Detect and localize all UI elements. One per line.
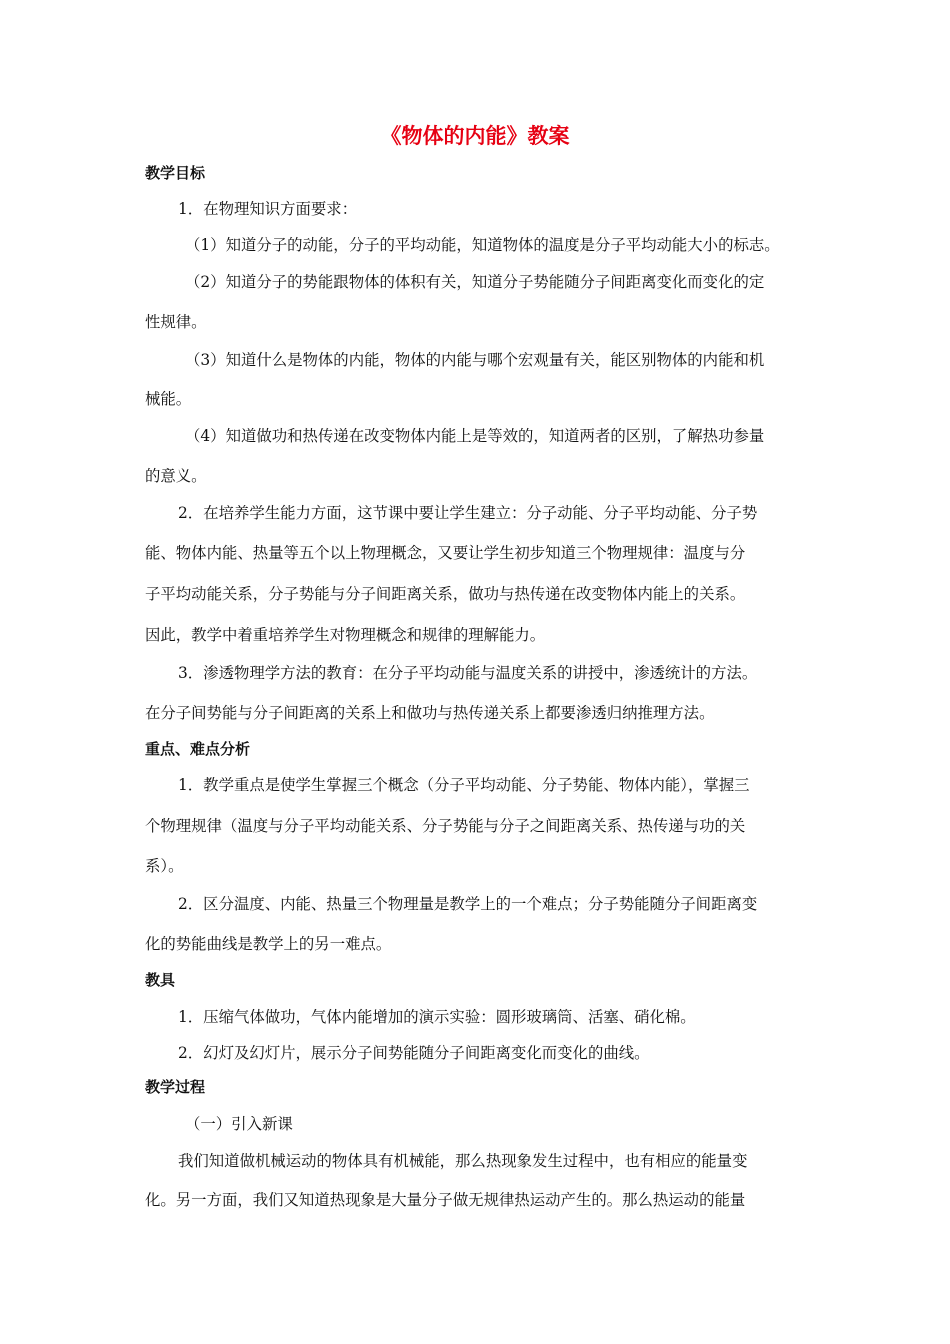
document-title: 《物体的内能》教案 [380, 124, 570, 148]
paragraph-line: 1．教学重点是使学生掌握三个概念（分子平均动能、分子势能、物体内能），掌握三 [178, 776, 750, 794]
paragraph-line: 能、物体内能、热量等五个以上物理概念，又要让学生初步知道三个物理规律：温度与分 [145, 544, 746, 562]
paragraph-line: 我们知道做机械运动的物体具有机械能，那么热现象发生过程中，也有相应的能量变 [178, 1152, 748, 1170]
paragraph-line: 个物理规律（温度与分子平均动能关系、分子势能与分子之间距离关系、热传递与功的关 [145, 817, 746, 835]
paragraph-line: 化的势能曲线是教学上的另一难点。 [145, 935, 392, 953]
paragraph-line: （4）知道做功和热传递在改变物体内能上是等效的，知道两者的区别，了解热功参量 [185, 427, 765, 445]
paragraph-line: 子平均动能关系，分子势能与分子间距离关系，做功与热传递在改变物体内能上的关系。 [145, 585, 746, 603]
paragraph-line: 性规律。 [145, 313, 207, 331]
heading-process: 教学过程 [145, 1078, 206, 1096]
paragraph-line: 1．压缩气体做功，气体内能增加的演示实验：圆形玻璃筒、活塞、硝化棉。 [178, 1008, 696, 1026]
paragraph-line: 系）。 [145, 857, 184, 875]
paragraph-line: 2．在培养学生能力方面，这节课中要让学生建立：分子动能、分子平均动能、分子势 [178, 504, 758, 522]
paragraph-line: （一）引入新课 [185, 1115, 293, 1133]
paragraph-line: 2．区分温度、内能、热量三个物理量是教学上的一个难点；分子势能随分子间距离变 [178, 895, 758, 913]
paragraph-line: （2）知道分子的势能跟物体的体积有关，知道分子势能随分子间距离变化而变化的定 [185, 273, 765, 291]
paragraph-line: 化。另一方面，我们又知道热现象是大量分子做无规律热运动产生的。那么热运动的能量 [145, 1191, 746, 1209]
heading-key-points: 重点、难点分析 [145, 740, 251, 758]
paragraph-line: 1．在物理知识方面要求： [178, 200, 358, 218]
paragraph-line: 械能。 [145, 390, 192, 408]
paragraph-line: 在分子间势能与分子间距离的关系上和做功与热传递关系上都要渗透归纳推理方法。 [145, 704, 715, 722]
paragraph-line: 3．渗透物理学方法的教育：在分子平均动能与温度关系的讲授中，渗透统计的方法。 [178, 664, 758, 682]
paragraph-line: （3）知道什么是物体的内能，物体的内能与哪个宏观量有关，能区别物体的内能和机 [185, 351, 765, 369]
heading-tools: 教具 [145, 971, 176, 989]
heading-objectives: 教学目标 [145, 164, 206, 182]
paragraph-line: 2．幻灯及幻灯片，展示分子间势能随分子间距离变化而变化的曲线。 [178, 1044, 650, 1062]
paragraph-line: （1）知道分子的动能，分子的平均动能，知道物体的温度是分子平均动能大小的标志。 [185, 236, 780, 254]
paragraph-line: 因此，教学中着重培养学生对物理概念和规律的理解能力。 [145, 626, 546, 644]
paragraph-line: 的意义。 [145, 467, 207, 485]
